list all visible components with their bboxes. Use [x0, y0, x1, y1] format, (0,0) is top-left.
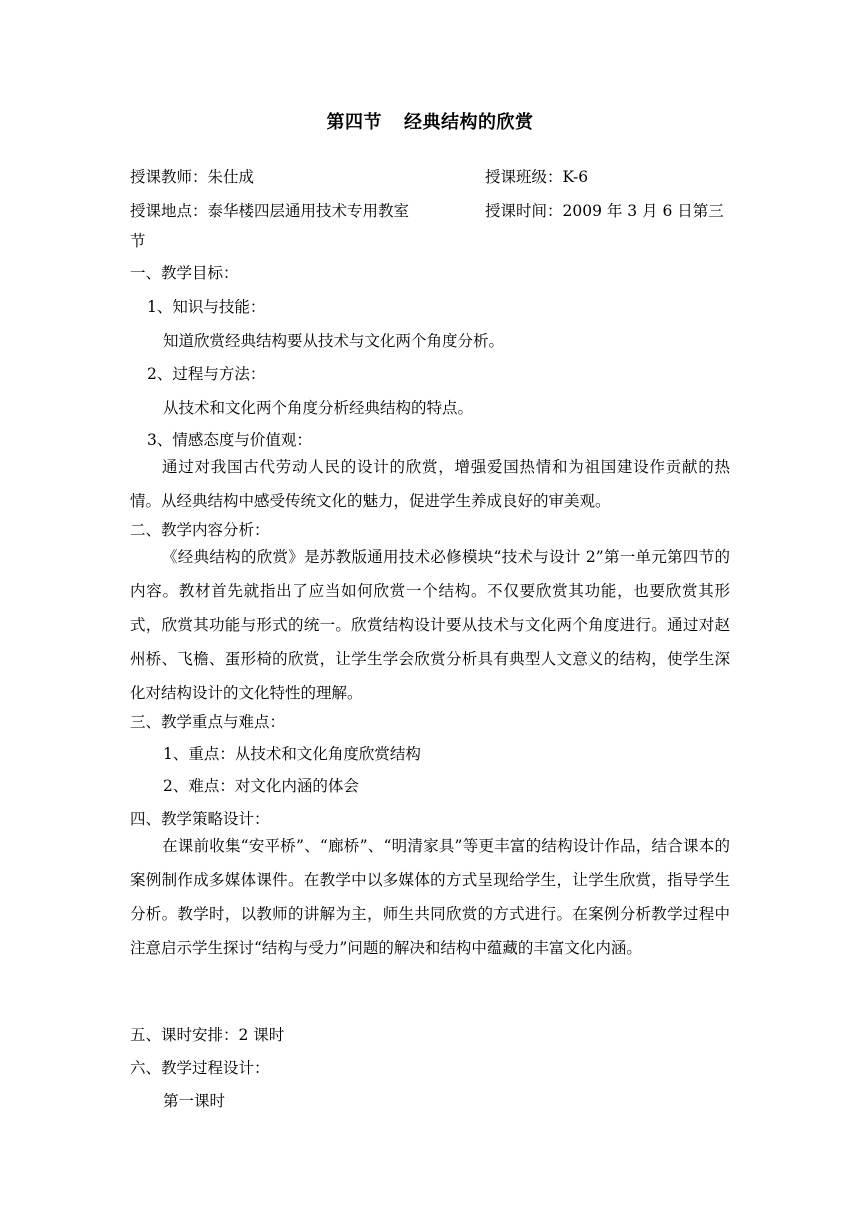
teacher-info: 授课教师：朱仕成	[130, 168, 255, 186]
text-content-analysis: 《经典结构的欣赏》是苏教版通用技术必修模块“技术与设计 2”第一单元第四节的内容。教材首先就指出了应当如何欣赏一个结构。不仅要欣赏其功能，也要欣赏其形式，欣赏其功能与形式的统一。欣赏结构设计要从技术与文化两个角度进行。通过对赵州桥、飞檐、蛋形椅的欣赏，让学生学会欣赏分析具有典型人文意义的结构，使学生深化对结构设计的文化特性的理解。	[130, 548, 730, 702]
subheading-knowledge: 1、知识与技能：	[147, 298, 266, 316]
location-info: 授课地点：泰华楼四层通用技术专用教室	[130, 202, 410, 220]
class-info: 授课班级：K-6	[485, 168, 589, 186]
subheading-attitude: 3、情感态度与价值观：	[147, 431, 312, 449]
meta-row-2	[130, 200, 730, 222]
text-difficulty: 2、难点：对文化内涵的体会	[163, 777, 359, 795]
text-key-point: 1、重点：从技术和文化角度欣赏结构	[163, 745, 421, 763]
title-section-number: 第四节	[326, 112, 382, 133]
text-strategy: 在课前收集“安平桥”、“廊桥”、“明清家具”等更丰富的结构设计作品，结合课本的案例制作成多媒体课件。在教学中以多媒体的方式呈现给学生，让学生欣赏，指导学生分析。教学时，以教师的讲解为主，师生共同欣赏的方式进行。在案例分析教学过程中注意启示学生探讨“结构与受力”问题的解决和结构中蕴藏的丰富文化内涵。	[130, 837, 730, 957]
section-heading-content: 二、教学内容分析：	[130, 521, 270, 539]
section-heading-key-points: 三、教学重点与难点：	[130, 713, 286, 731]
text-attitude: 通过对我国古代劳动人民的设计的欣赏，增强爱国热情和为祖国建设作贡献的热情。从经典结构中感受传统文化的魅力，促进学生养成良好的审美观。	[130, 458, 730, 510]
page-title	[0, 110, 860, 136]
section-heading-objectives: 一、教学目标：	[130, 264, 239, 282]
section-heading-strategy: 四、教学策略设计：	[130, 810, 270, 828]
section-heading-process-design: 六、教学过程设计：	[130, 1059, 270, 1077]
time-info: 授课时间：2009 年 3 月 6 日第三	[485, 202, 724, 220]
subheading-process: 2、过程与方法：	[147, 365, 266, 383]
time-info-wrap: 节	[130, 232, 146, 250]
text-process: 从技术和文化两个角度分析经典结构的特点。	[163, 399, 474, 417]
title-section-name: 经典结构的欣赏	[404, 112, 534, 133]
meta-row-1	[130, 166, 730, 188]
section-heading-schedule: 五、课时安排：2 课时	[130, 1026, 285, 1044]
text-knowledge: 知道欣赏经典结构要从技术与文化两个角度分析。	[163, 332, 505, 350]
subheading-first-lesson: 第一课时	[163, 1092, 226, 1110]
